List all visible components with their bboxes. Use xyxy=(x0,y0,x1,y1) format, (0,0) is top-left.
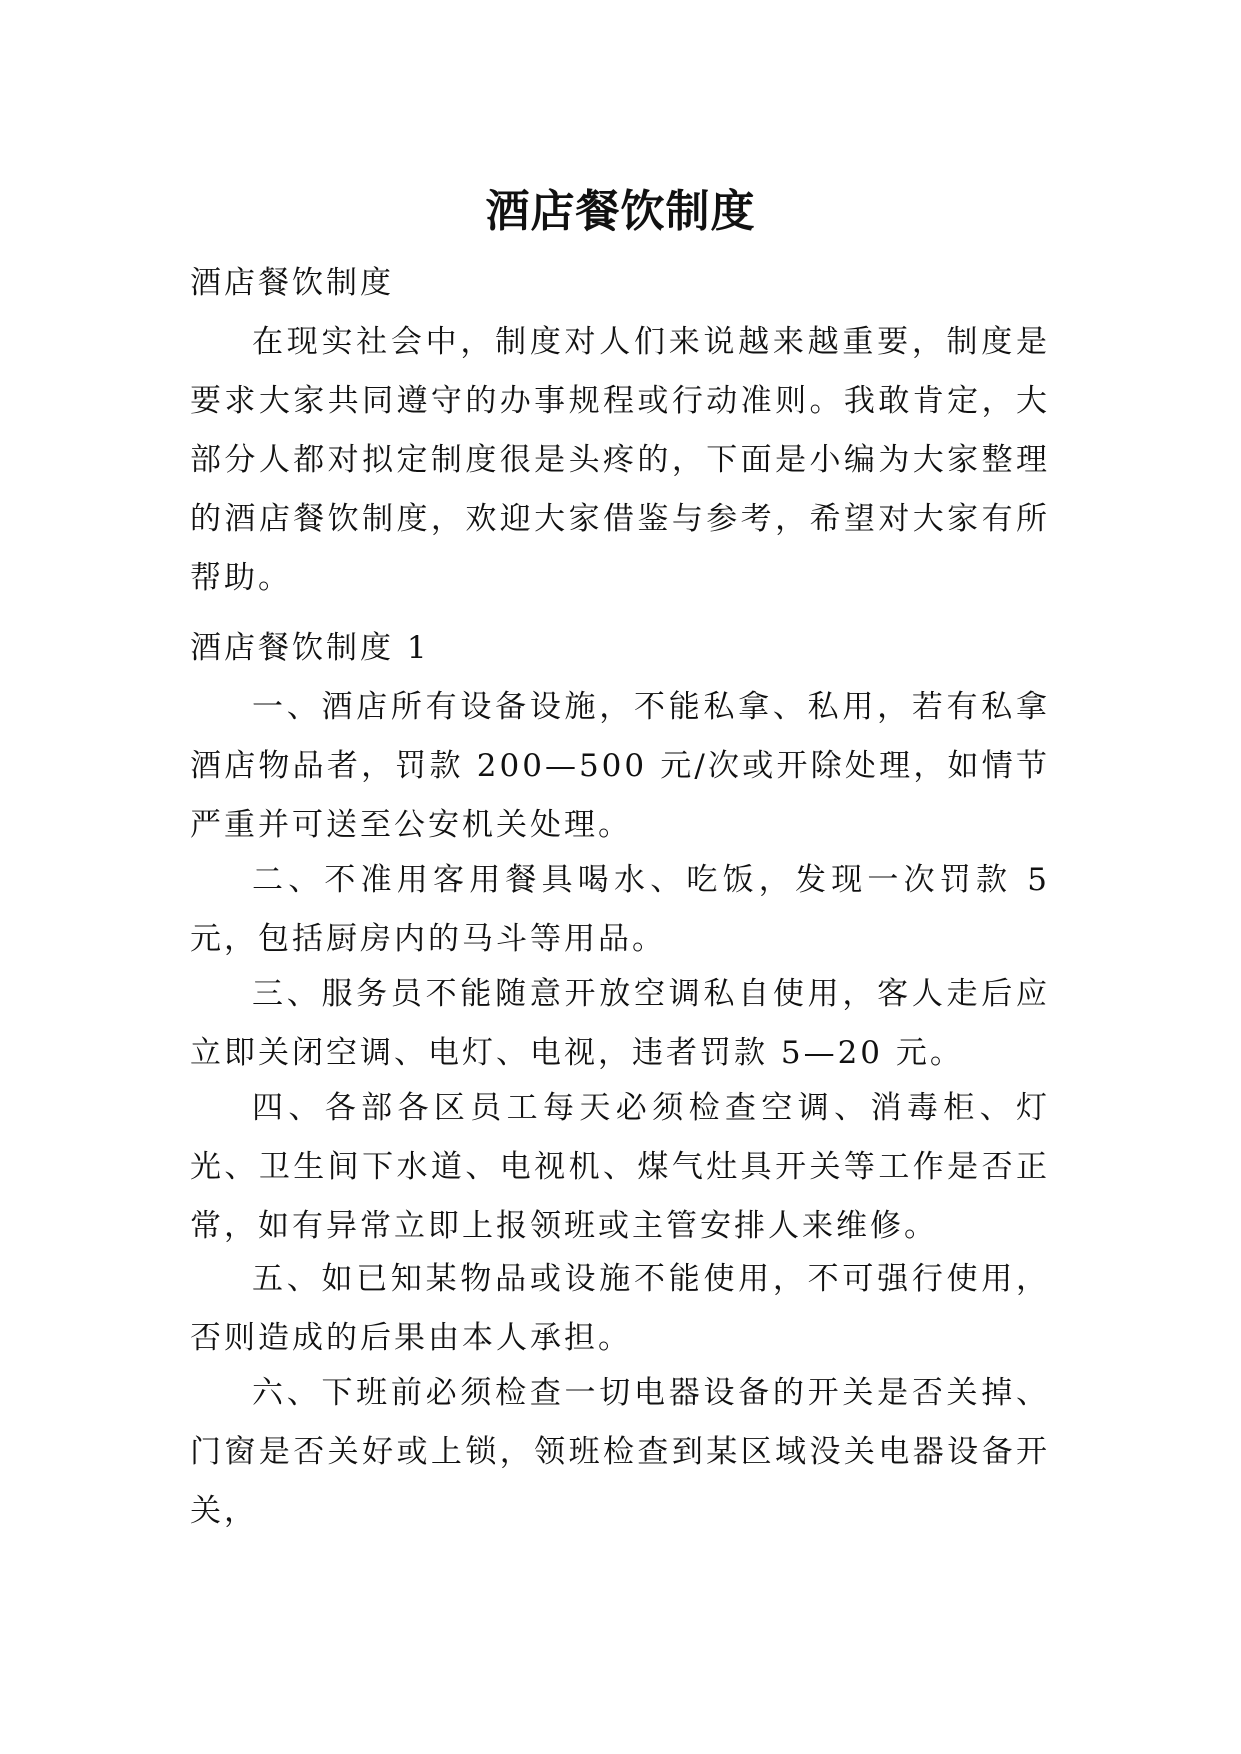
rule-item-3: 三、服务员不能随意开放空调私自使用，客人走后应立即关闭空调、电灯、电视，违者罚款 5—20 元。 xyxy=(190,976,1050,1071)
section-heading: 酒店餐饮制度 1 xyxy=(190,630,430,666)
rule-item-4: 四、各部各区员工每天必须检查空调、消毒柜、灯光、卫生间下水道、电视机、煤气灶具开关等工作是否正常，如有异常立即上报领班或主管安排人来维修。 xyxy=(190,1090,1050,1244)
document-title: 酒店餐饮制度 xyxy=(485,186,756,238)
intro-paragraph: 在现实社会中，制度对人们来说越来越重要，制度是要求大家共同遵守的办事规程或行动准则。我敢肯定，大部分人都对拟定制度很是头疼的，下面是小编为大家整理的酒店餐饮制度，欢迎大家借鉴与参考，希望对大家有所帮助。 xyxy=(190,324,1050,596)
rule-item-5: 五、如已知某物品或设施不能使用，不可强行使用，否则造成的后果由本人承担。 xyxy=(190,1261,1050,1356)
rule-item-6: 六、下班前必须检查一切电器设备的开关是否关掉、门窗是否关好或上锁，领班检查到某区域没关电器设备开关， xyxy=(190,1375,1050,1529)
rule-item-2: 二、不准用客用餐具喝水、吃饭，发现一次罚款 5 元，包括厨房内的马斗等用品。 xyxy=(190,862,1050,957)
rule-item-1: 一、酒店所有设备设施，不能私拿、私用，若有私拿酒店物品者，罚款 200—500 元/次或开除处理，如情节严重并可送至公安机关处理。 xyxy=(190,689,1050,843)
document-subtitle: 酒店餐饮制度 xyxy=(190,265,394,301)
